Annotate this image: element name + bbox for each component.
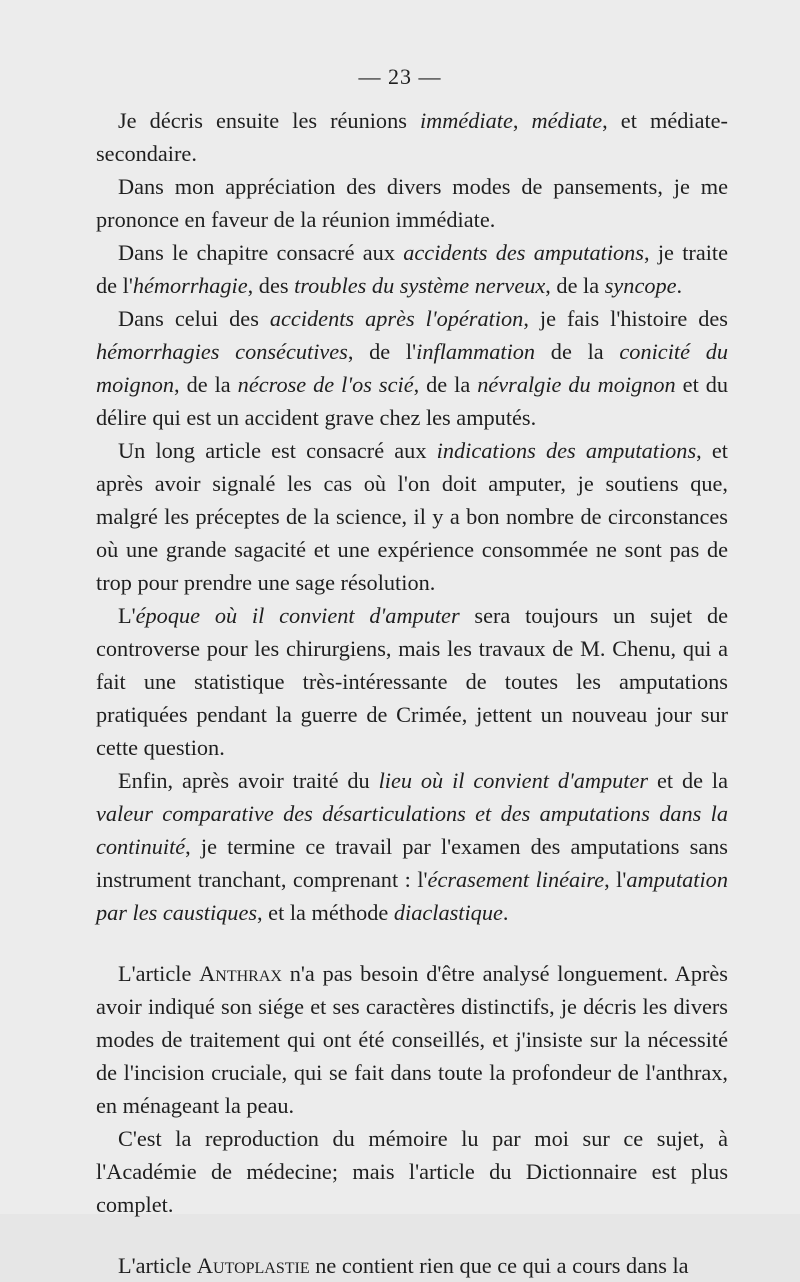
- text-run: Dans mon appréciation des divers modes de pansements, je me prononce en faveur de la réunion immédiate.: [96, 174, 728, 232]
- italic-term: inflammation: [416, 339, 536, 364]
- text-run: Dans celui des: [118, 306, 270, 331]
- italic-term: conicité du moignon: [96, 339, 728, 397]
- paragraph: [96, 236, 728, 302]
- text-run: L': [118, 603, 136, 628]
- text-run: , je traite de l': [96, 240, 729, 298]
- italic-term: époque où il convient d'amputer: [135, 603, 460, 628]
- text-run: Un long article est consacré aux: [118, 438, 437, 463]
- text-run: n'a pas besoin d'être analysé longuement. Après avoir indiqué son siége et ses caractères distinctifs, je décris les divers modes de traitement qui ont été conseillés, et j'insiste sur la nécessité de l'incision cruciale, qui se fait dans toute la profondeur de l'anthrax, en ménageant la peau.: [96, 961, 728, 1118]
- text-run: , et après avoir signalé les cas où l'on doit amputer, je soutiens que, malgré les préceptes de la science, il y a bon nombre de circonstances où une grande sagacité et une expérience consommée ne sont pas de trop pour prendre une sage résolution.: [96, 438, 728, 595]
- text-run: Enfin, après avoir traité du: [118, 768, 379, 793]
- text-run: L'article: [118, 1253, 197, 1278]
- paragraph: [96, 764, 728, 929]
- paragraph: [96, 599, 728, 764]
- text-run: de la: [535, 339, 620, 364]
- paragraph: [96, 104, 728, 170]
- page-number: — 23 —: [358, 64, 442, 89]
- italic-term: syncope: [604, 273, 677, 298]
- section-gap: [96, 1221, 728, 1249]
- italic-term: accidents des amputations: [403, 240, 644, 265]
- paragraph: [96, 302, 728, 434]
- text-run: , de la: [413, 372, 478, 397]
- section-gap: [96, 929, 728, 957]
- text-run: , de la: [174, 372, 238, 397]
- text-run: et du délire qui est un accident grave chez les amputés.: [96, 372, 729, 430]
- text-run: L'article: [118, 961, 200, 986]
- italic-term: lieu où il convient d'amputer: [378, 768, 649, 793]
- text-run: , l': [604, 867, 627, 892]
- paragraph: [96, 434, 728, 599]
- text-run: ,: [512, 108, 532, 133]
- italic-term: névralgie du moignon: [477, 372, 676, 397]
- italic-term: médiate: [531, 108, 603, 133]
- italic-term: indications des amputations: [436, 438, 697, 463]
- italic-term: écrasement linéaire: [427, 867, 605, 892]
- italic-term: troubles du système nerveux: [294, 273, 546, 298]
- text-run: Dans le chapitre consacré aux: [118, 240, 404, 265]
- italic-term: amputation par les caustiques: [96, 867, 728, 925]
- italic-term: nécrose de l'os scié: [237, 372, 414, 397]
- article-title: Autoplastie: [196, 1253, 310, 1278]
- article-title: Anthrax: [199, 961, 282, 986]
- text-run: ne contient rien que ce qui a cours dans la: [309, 1253, 689, 1278]
- italic-term: immédiate: [419, 108, 513, 133]
- italic-term: valeur comparative des désarticulations et des amputations dans la continuité: [96, 801, 728, 859]
- text-run: , des: [247, 273, 295, 298]
- italic-term: hémorrhagie: [132, 273, 248, 298]
- paragraph: [96, 170, 728, 236]
- text-run: , et médiate-secondaire.: [96, 108, 728, 166]
- text-run: , et la méthode: [257, 900, 394, 925]
- text-run: , de la: [545, 273, 605, 298]
- italic-term: accidents après l'opération: [269, 306, 524, 331]
- text-run: , je fais l'histoire des: [523, 306, 728, 331]
- text-run: , je termine ce travail par l'examen des amputations sans instrument tranchant, comprenant : l': [96, 834, 728, 892]
- text-run: sera toujours un sujet de controverse pour les chirurgiens, mais les travaux de M. Chenu, qui a fait une statistique très-intéressante de toutes les amputations pratiquées pendant la guerre de Crimée, jettent un nouveau jour sur cette question.: [96, 603, 728, 760]
- italic-term: hémorrhagies consécutives: [96, 339, 348, 364]
- text-run: , de l': [347, 339, 417, 364]
- paragraph: [96, 957, 728, 1122]
- text-run: .: [676, 273, 683, 298]
- text-run: et de la: [648, 768, 728, 793]
- body-text: [96, 104, 728, 1282]
- paragraph: [96, 1249, 728, 1282]
- italic-term: diaclastique: [393, 900, 503, 925]
- text-run: C'est la reproduction du mémoire lu par moi sur ce sujet, à l'Académie de médecine; mais l'article du Dictionnaire est plus complet.: [96, 1126, 728, 1217]
- text-run: .: [502, 900, 509, 925]
- paragraph: [96, 1122, 728, 1221]
- text-run: Je décris ensuite les réunions: [118, 108, 420, 133]
